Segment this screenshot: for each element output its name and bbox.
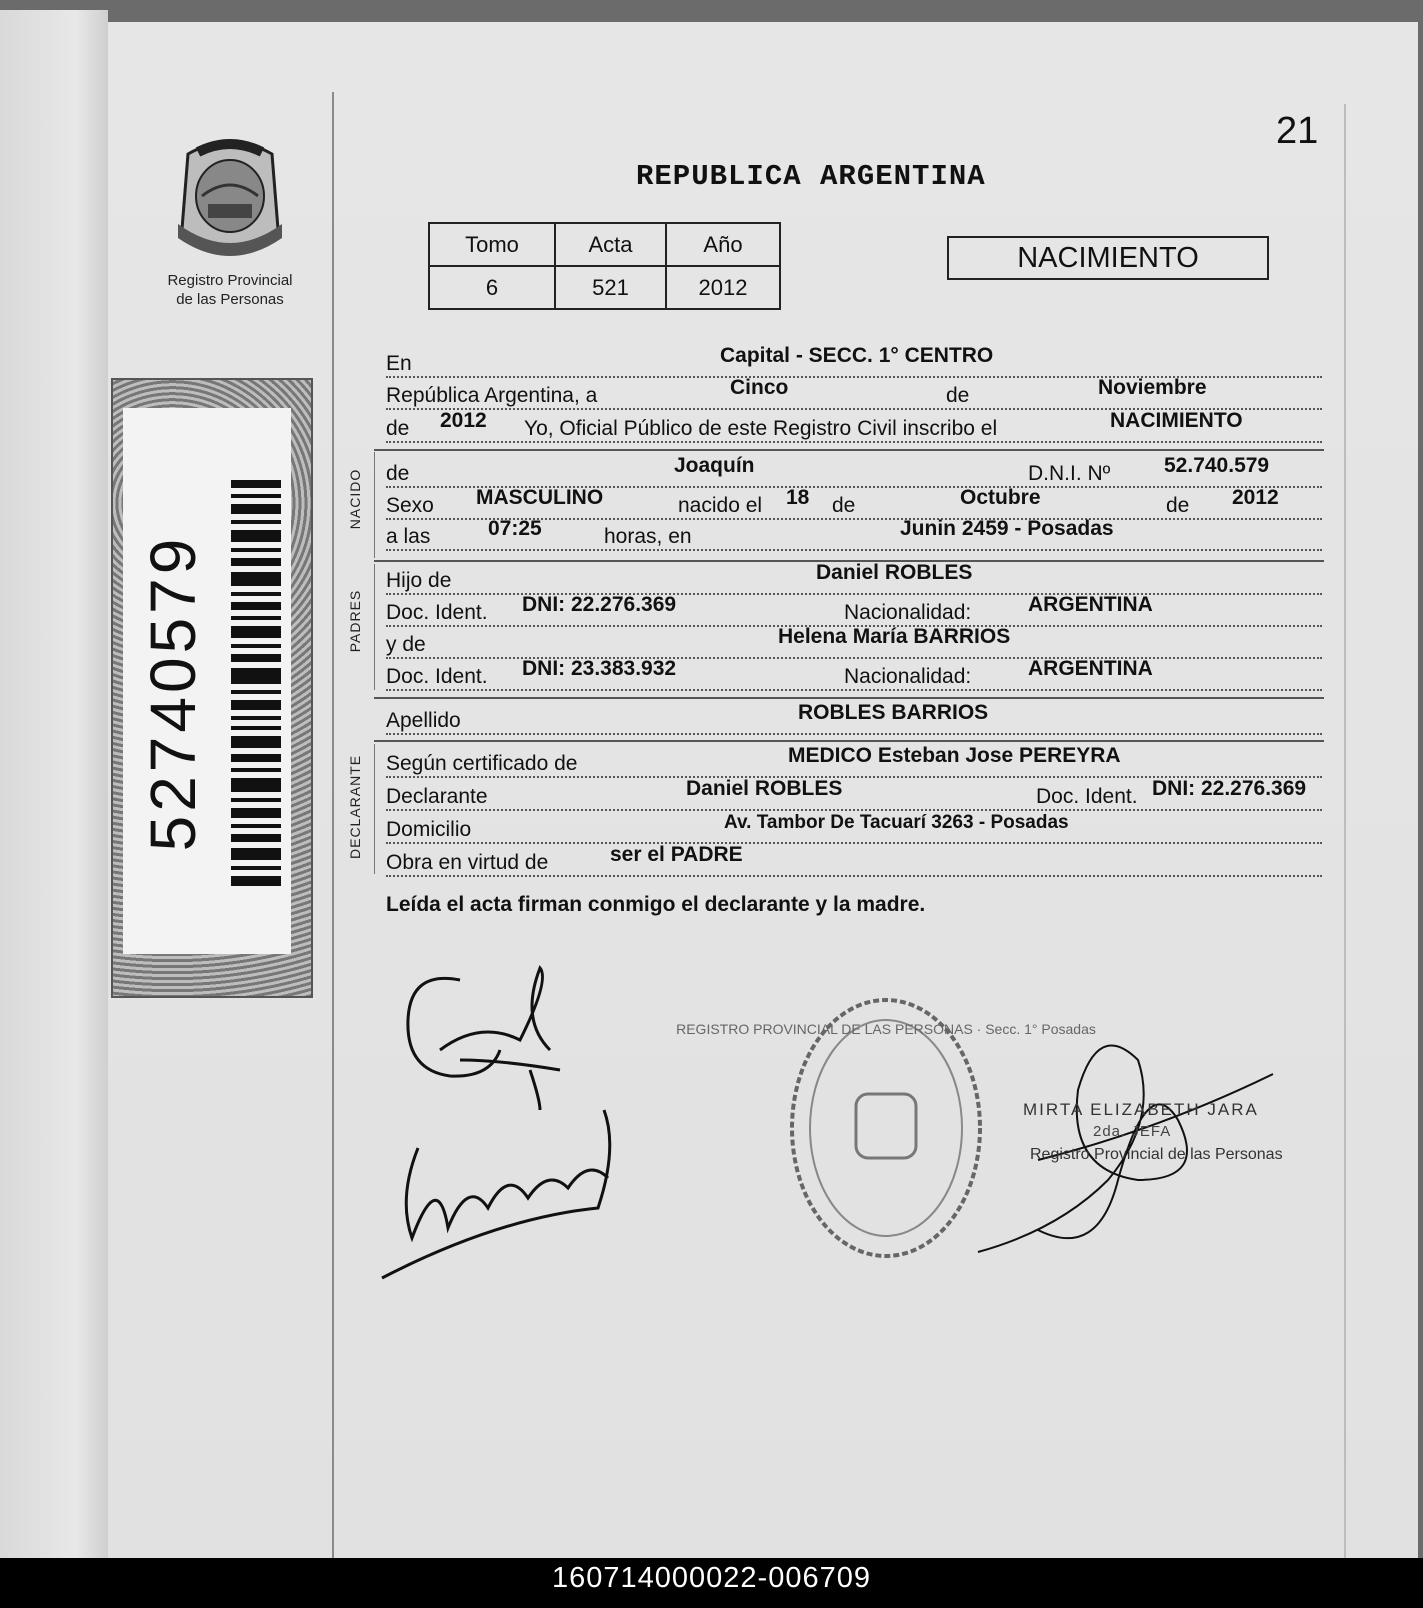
date-line	[386, 378, 1322, 410]
registration-day: Cinco	[730, 376, 789, 399]
declarant-doc: DNI: 22.276.369	[1152, 777, 1307, 800]
surname: ROBLES BARRIOS	[798, 701, 989, 724]
barcode-panel	[111, 378, 313, 998]
sexo-label: Sexo	[386, 494, 434, 517]
mother-name: Helena María BARRIOS	[778, 625, 1011, 648]
hijo-label: Hijo de	[386, 569, 452, 592]
statement-line	[386, 411, 1322, 443]
nacido-rule	[374, 452, 375, 558]
record-table	[428, 222, 781, 310]
father-nat-label: Nacionalidad:	[844, 601, 972, 624]
officer-rank: 2da. JEFA	[1093, 1123, 1172, 1140]
birth-time-line	[386, 519, 1322, 551]
father-name: Daniel ROBLES	[816, 561, 973, 584]
barcode-label	[123, 408, 291, 954]
de-label: de	[946, 384, 970, 407]
mother-doc-label: Doc. Ident.	[386, 665, 488, 688]
certificate-line	[386, 746, 1322, 778]
dni-label: D.N.I. Nº	[1028, 462, 1111, 485]
birth-time: 07:25	[488, 517, 542, 540]
mother-line	[386, 627, 1322, 659]
father-doc-line	[386, 595, 1322, 627]
closing-statement: Leída el acta firman conmigo el declarante y la madre.	[386, 893, 926, 916]
mother-signature	[378, 1108, 628, 1288]
registry-label	[150, 271, 310, 309]
apellido-label: Apellido	[386, 709, 461, 732]
official-seal-stamp	[676, 994, 1096, 1262]
child-de-label: de	[386, 462, 410, 485]
birth-year: 2012	[1232, 486, 1279, 509]
nacido-section-label: NACIDO	[347, 468, 363, 530]
page-number: 21	[1276, 110, 1319, 152]
reason-line	[386, 845, 1322, 877]
margin-rule	[332, 92, 334, 1558]
obra-label: Obra en virtud de	[386, 851, 549, 874]
record-header-acta: Acta	[555, 223, 666, 266]
nacido-label: nacido el	[678, 494, 763, 517]
record-header-tomo: Tomo	[429, 223, 555, 266]
declarant-line	[386, 779, 1322, 811]
record-value-ano: 2012	[666, 266, 780, 309]
registry-label-line1: Registro Provincial	[167, 272, 293, 289]
registry-office: Capital - SECC. 1° CENTRO	[720, 344, 994, 367]
father-doc: DNI: 22.276.369	[522, 593, 677, 616]
left-facing-page	[0, 10, 108, 1558]
barcode-bars	[231, 480, 281, 892]
misiones-crest-logo	[168, 134, 292, 264]
place-line	[386, 346, 1322, 378]
mother-doc-line	[386, 659, 1322, 691]
mother-nat-label: Nacionalidad:	[844, 665, 972, 688]
child-dni: 52.740.579	[1164, 454, 1270, 477]
right-margin-rule	[1344, 104, 1346, 1558]
place-label: horas, en	[604, 525, 692, 548]
officer-name: MIRTA ELIZABETH JARA	[1023, 1100, 1259, 1119]
declarant-address: Av. Tambor De Tacuarí 3263 - Posadas	[724, 812, 1069, 833]
child-name-line	[386, 456, 1322, 488]
surname-line	[386, 703, 1322, 735]
document-scan-code: 160714000022-006709	[552, 1562, 871, 1594]
padres-section-label: PADRES	[347, 589, 363, 653]
birth-day: 18	[786, 486, 810, 509]
section-separator	[374, 740, 1324, 742]
barcode-number: 52740579	[137, 534, 209, 852]
padres-rule	[374, 564, 375, 690]
time-label: a las	[386, 525, 431, 548]
en-label: En	[386, 352, 412, 375]
record-table-header-row	[429, 223, 780, 266]
yde-label: y de	[386, 633, 426, 656]
declarant-name: Daniel ROBLES	[686, 777, 843, 800]
birth-place: Junin 2459 - Posadas	[900, 517, 1114, 540]
record-value-tomo: 6	[429, 266, 555, 309]
declarante-section-label: DECLARANTE	[347, 754, 363, 859]
father-doc-label: Doc. Ident.	[386, 601, 488, 624]
declarante-rule	[374, 744, 375, 874]
act-type-box: NACIMIENTO	[947, 236, 1269, 280]
stamp-text: REGISTRO PROVINCIAL DE LAS PERSONAS · Secc. 1° Posadas	[676, 1021, 1096, 1037]
record-value-acta: 521	[555, 266, 666, 309]
officer-office: Registro Provincial de las Personas	[1030, 1146, 1283, 1163]
registration-month: Noviembre	[1098, 376, 1207, 399]
declarant-signature	[400, 960, 600, 1120]
republica-label: República Argentina, a	[386, 384, 598, 407]
child-sex: MASCULINO	[476, 486, 604, 509]
birth-date-line	[386, 488, 1322, 520]
declarant-doc-label: Doc. Ident.	[1036, 785, 1138, 808]
birth-de2-label: de	[1166, 494, 1190, 517]
record-header-ano: Año	[666, 223, 780, 266]
mother-doc: DNI: 23.383.932	[522, 657, 677, 680]
section-separator	[374, 697, 1324, 699]
birth-month: Octubre	[960, 486, 1041, 509]
father-line	[386, 563, 1322, 595]
year-prefix-label: de	[386, 417, 410, 440]
domicilio-label: Domicilio	[386, 818, 472, 841]
certifying-doctor: MEDICO Esteban Jose PEREYRA	[788, 744, 1121, 767]
registration-year: 2012	[440, 409, 487, 432]
declarant-label: Declarante	[386, 785, 488, 808]
registry-label-line2: de las Personas	[176, 291, 284, 308]
section-separator	[374, 449, 1324, 451]
cert-label: Según certificado de	[386, 752, 578, 775]
child-name: Joaquín	[674, 454, 755, 477]
record-table-value-row	[429, 266, 780, 309]
statement-text: Yo, Oficial Público de este Registro Civil inscribo el	[524, 417, 998, 440]
act-name: NACIMIENTO	[1110, 409, 1243, 432]
birth-de1-label: de	[832, 494, 856, 517]
document-heading: REPUBLICA ARGENTINA	[636, 160, 986, 193]
father-nationality: ARGENTINA	[1028, 593, 1153, 616]
mother-nationality: ARGENTINA	[1028, 657, 1153, 680]
declarant-reason: ser el PADRE	[610, 843, 743, 866]
address-line	[386, 812, 1322, 844]
